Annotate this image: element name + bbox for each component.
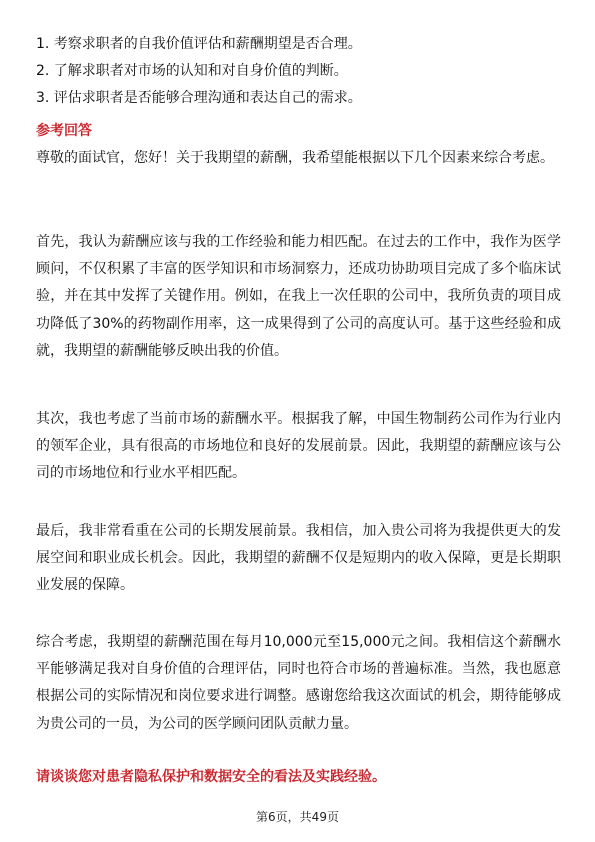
evaluation-points-list — [36, 31, 566, 112]
reference-answer-heading: 参考回答 — [36, 123, 92, 139]
evaluation-point: 1. 考察求职者的自我价值评估和薪酬期望是否合理。 — [36, 36, 362, 52]
next-question: 请谈谈您对患者隐私保护和数据安全的看法及实践经验。 — [36, 769, 386, 785]
answer-paragraph: 最后，我非常看重在公司的长期发展前景。我相信，加入贵公司将为我提供更大的发展空间和职业成长机会。因此，我期望的薪酬不仅是短期内的收入保障，更是长期职业发展的保障。 — [36, 523, 561, 594]
evaluation-point: 2. 了解求职者对市场的认知和对自身价值的判断。 — [36, 63, 348, 79]
answer-paragraph: 尊敬的面试官，您好！关于我期望的薪酬，我希望能根据以下几个因素来综合考虑。 — [36, 150, 554, 166]
answer-paragraph: 其次，我也考虑了当前市场的薪酬水平。根据我了解，中国生物制药公司作为行业内的领军企业，具有很高的市场地位和良好的发展前景。因此，我期望的薪酬应该与公司的市场地位和行业水平相匹配。 — [36, 411, 561, 482]
answer-paragraph: 首先，我认为薪酬应该与我的工作经验和能力相匹配。在过去的工作中，我作为医学顾问，不仅积累了丰富的医学知识和市场洞察力，还成功协助项目完成了多个临床试验，并在其中发挥了关键作用。例如，在我上一次任职的公司中，我所负责的项目成功降低了30%的药物副作用率，这一成果得到了公司的高度认可。基于这些经验和成就，我期望的薪酬能够反映出我的价值。 — [36, 234, 561, 359]
page-number: 第6页，共49页 — [256, 810, 339, 824]
evaluation-point: 3. 评估求职者是否能够合理沟通和表达自己的需求。 — [36, 90, 362, 106]
answer-paragraph: 综合考虑，我期望的薪酬范围在每月10,000元至15,000元之间。我相信这个薪酬水平能够满足我对自身价值的合理评估，同时也符合市场的普遍标准。当然，我也愿意根据公司的实际情况和岗位要求进行调整。感谢您给我这次面试的机会，期待能够成为贵公司的一员，为公司的医学顾问团队贡献力量。 — [36, 634, 561, 732]
